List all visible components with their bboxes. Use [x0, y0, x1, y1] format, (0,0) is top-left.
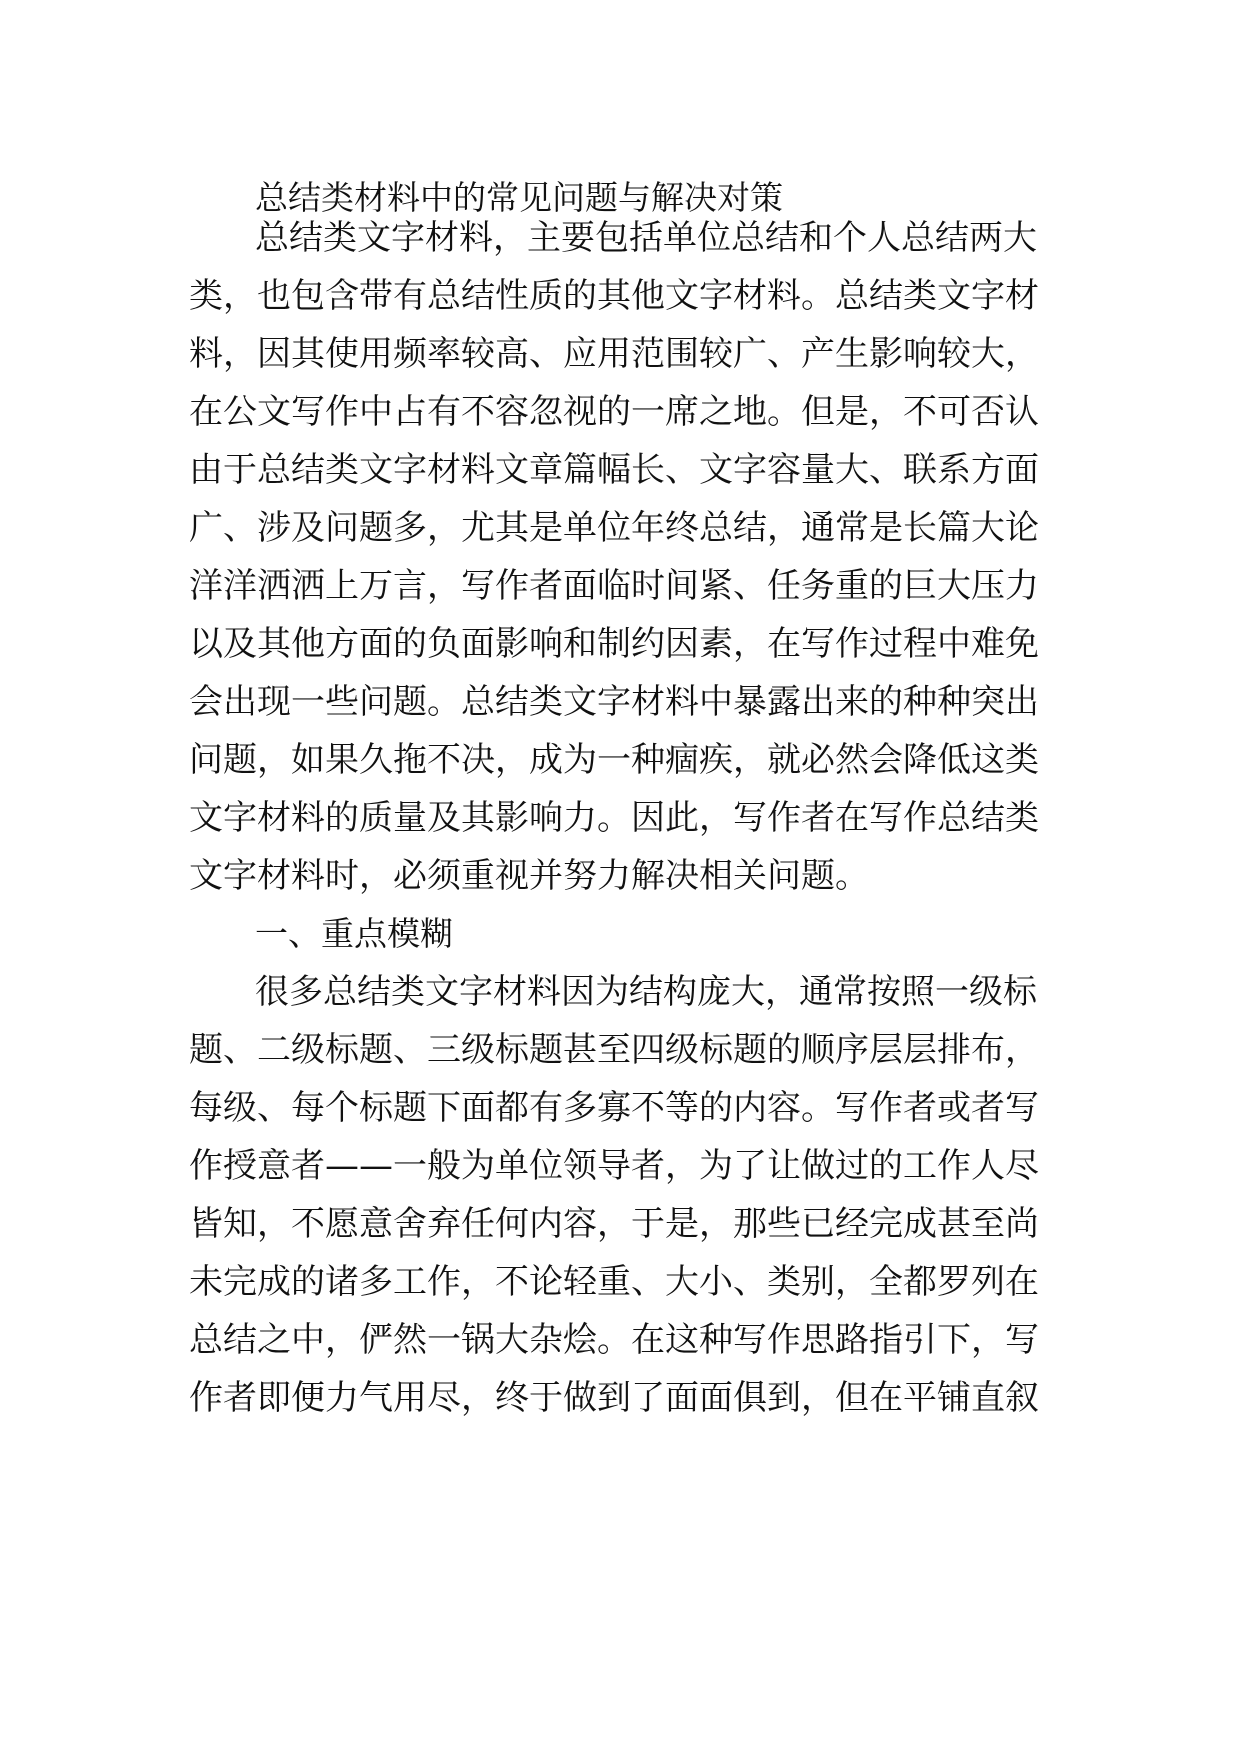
paragraph-line: 问题，如果久拖不决，成为一种痼疾，就必然会降低这类 — [189, 740, 1039, 780]
paragraph-line: 文字材料时，必须重视并努力解决相关问题。 — [189, 856, 869, 896]
paragraph-line: 由于总结类文字材料文章篇幅长、文字容量大、联系方面 — [189, 450, 1039, 490]
paragraph-line: 题、二级标题、三级标题甚至四级标题的顺序层层排布， — [189, 1030, 1039, 1070]
paragraph-line: 文字材料的质量及其影响力。因此，写作者在写作总结类 — [189, 798, 1039, 838]
paragraph-line: 洋洋洒洒上万言，写作者面临时间紧、任务重的巨大压力 — [189, 566, 1039, 606]
paragraph-line: 皆知，不愿意舍弃任何内容，于是，那些已经完成甚至尚 — [189, 1204, 1039, 1244]
paragraph-line: 作者即便力气用尽，终于做到了面面俱到，但在平铺直叙 — [189, 1378, 1039, 1418]
paragraph-line: 总结类文字材料，主要包括单位总结和个人总结两大 — [255, 218, 1037, 258]
paragraph-line: 会出现一些问题。总结类文字材料中暴露出来的种种突出 — [189, 682, 1039, 722]
paragraph-line: 料，因其使用频率较高、应用范围较广、产生影响较大， — [189, 334, 1039, 374]
document-title: 总结类材料中的常见问题与解决对策 — [255, 178, 783, 217]
paragraph-line: 总结之中，俨然一锅大杂烩。在这种写作思路指引下，写 — [189, 1320, 1039, 1360]
paragraph-line: 未完成的诸多工作，不论轻重、大小、类别，全都罗列在 — [189, 1262, 1039, 1302]
paragraph-line: 每级、每个标题下面都有多寡不等的内容。写作者或者写 — [189, 1088, 1039, 1128]
paragraph-line: 在公文写作中占有不容忽视的一席之地。但是，不可否认 — [189, 392, 1039, 432]
paragraph-line: 作授意者——一般为单位领导者，为了让做过的工作人尽 — [189, 1146, 1039, 1186]
paragraph-line: 以及其他方面的负面影响和制约因素，在写作过程中难免 — [189, 624, 1039, 664]
paragraph-line: 广、涉及问题多，尤其是单位年终总结，通常是长篇大论 — [189, 508, 1039, 548]
paragraph-line: 类，也包含带有总结性质的其他文字材料。总结类文字材 — [189, 276, 1039, 316]
paragraph-line: 很多总结类文字材料因为结构庞大，通常按照一级标 — [255, 972, 1037, 1012]
section-heading: 一、重点模糊 — [255, 914, 453, 953]
